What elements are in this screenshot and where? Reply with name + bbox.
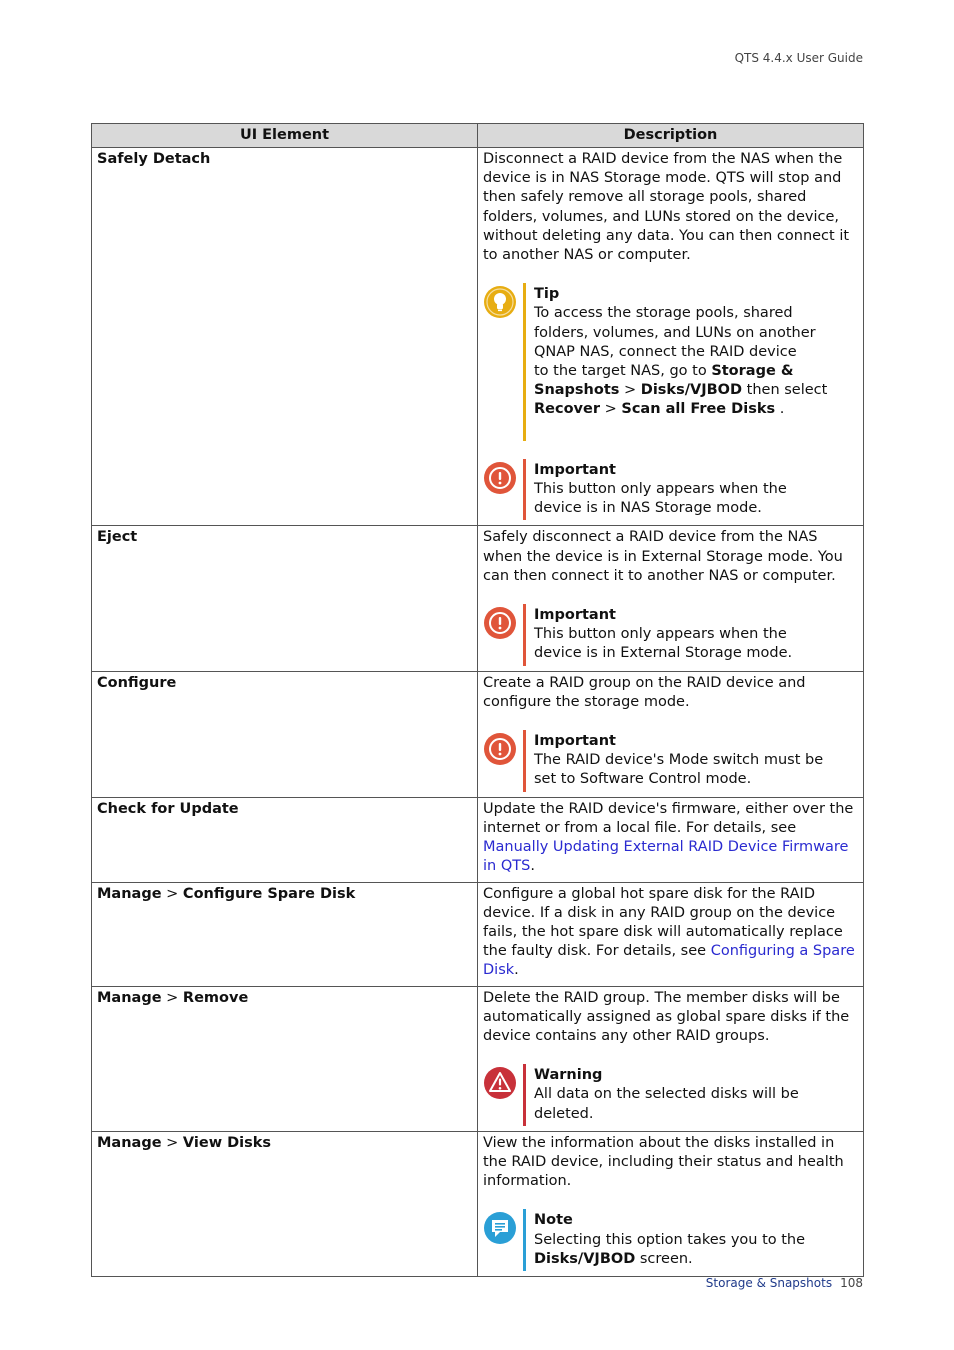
- note-icon: [483, 1211, 517, 1245]
- table-row: [92, 986, 864, 1131]
- column-header-ui-element: UI Element: [92, 124, 478, 148]
- element-cell: Manage > View Disks: [92, 1131, 478, 1276]
- ui-element-table: [91, 123, 864, 1277]
- note-title: Note: [534, 1212, 573, 1229]
- element-cell: Safely Detach: [92, 148, 478, 526]
- element-cell: Manage > Remove: [92, 986, 478, 1131]
- footer-section: Storage & Snapshots: [705, 1276, 833, 1290]
- exclamation-icon: [483, 461, 517, 495]
- element-cell: Configure: [92, 671, 478, 797]
- table-row: [92, 797, 864, 882]
- description-cell: [478, 986, 864, 1131]
- warning-triangle-icon: [483, 1066, 517, 1100]
- description-text: Safely disconnect a RAID device from the NAS when the device is in External Storage mode. You can then connect it to another NAS or computer.: [483, 529, 843, 584]
- lightbulb-icon: [483, 285, 517, 319]
- element-cell: Check for Update: [92, 797, 478, 882]
- table-row: [92, 671, 864, 797]
- guide-title: QTS 4.4.x User Guide: [734, 51, 863, 65]
- important-callout: Important This button only appears when the device is in NAS Storage mode.: [483, 459, 858, 521]
- column-header-description: Description: [478, 124, 864, 148]
- warning-title: Warning: [534, 1067, 603, 1084]
- important-callout: Important The RAID device's Mode switch must be set to Software Control mode.: [483, 730, 858, 792]
- page-header: [735, 51, 863, 65]
- description-cell: [478, 797, 864, 882]
- firmware-update-link[interactable]: Manually Updating External RAID Device Firmware in QTS: [483, 839, 849, 875]
- important-callout: Important This button only appears when the device is in External Storage mode.: [483, 604, 858, 666]
- description-cell: [478, 882, 864, 986]
- table-row: [92, 148, 864, 526]
- element-cell: Eject: [92, 526, 478, 671]
- description-text: Delete the RAID group. The member disks will be automatically assigned as global spare disks if the device contains any other RAID groups.: [483, 989, 850, 1044]
- description-cell: [478, 1131, 864, 1276]
- table-header-row: [92, 124, 864, 148]
- exclamation-icon: [483, 606, 517, 640]
- tip-callout: Tip To access the storage pools, shared folders, volumes, and LUNs on another QNAP NAS, connect the RAID device to the target NAS, go to Storage & Snapshots > Disks/VJBOD then select Recover > Scan all Free Disks .: [483, 283, 858, 441]
- important-title: Important: [534, 733, 616, 750]
- description-cell: [478, 526, 864, 671]
- description-cell: [478, 148, 864, 526]
- table-row: [92, 882, 864, 986]
- important-title: Important: [534, 607, 616, 624]
- page-number: 108: [840, 1276, 863, 1290]
- table-row: [92, 526, 864, 671]
- element-cell: Manage > Configure Spare Disk: [92, 882, 478, 986]
- table-row: [92, 1131, 864, 1276]
- description-text: Update the RAID device's firmware, either over the internet or from a local file. For details, see Manually Updating External RAID Device Firmware in QTS.: [483, 800, 854, 875]
- warning-callout: Warning All data on the selected disks will be deleted.: [483, 1064, 858, 1126]
- spare-disk-link[interactable]: Configuring a Spare Disk: [483, 943, 855, 979]
- page-footer: [706, 1276, 863, 1290]
- exclamation-icon: [483, 732, 517, 766]
- tip-title: Tip: [534, 286, 560, 303]
- description-text: Disconnect a RAID device from the NAS when the device is in NAS Storage mode. QTS will stop and then safely remove all storage pools, shared folders, volumes, and LUNs stored on the device, without deleting any data. You can then connect it to another NAS or computer.: [483, 151, 850, 264]
- note-callout: Note Selecting this option takes you to the Disks/VJBOD screen.: [483, 1209, 858, 1271]
- description-text: View the information about the disks installed in the RAID device, including their status and health information.: [483, 1134, 844, 1190]
- description-text: Create a RAID group on the RAID device and configure the storage mode.: [483, 674, 806, 710]
- description-text: Configure a global hot spare disk for the RAID device. If a disk in any RAID group on the device fails, the hot spare disk will automatically replace the faulty disk. For details, see Configuring a Spare Disk.: [483, 885, 855, 979]
- important-title: Important: [534, 461, 616, 478]
- description-cell: [478, 671, 864, 797]
